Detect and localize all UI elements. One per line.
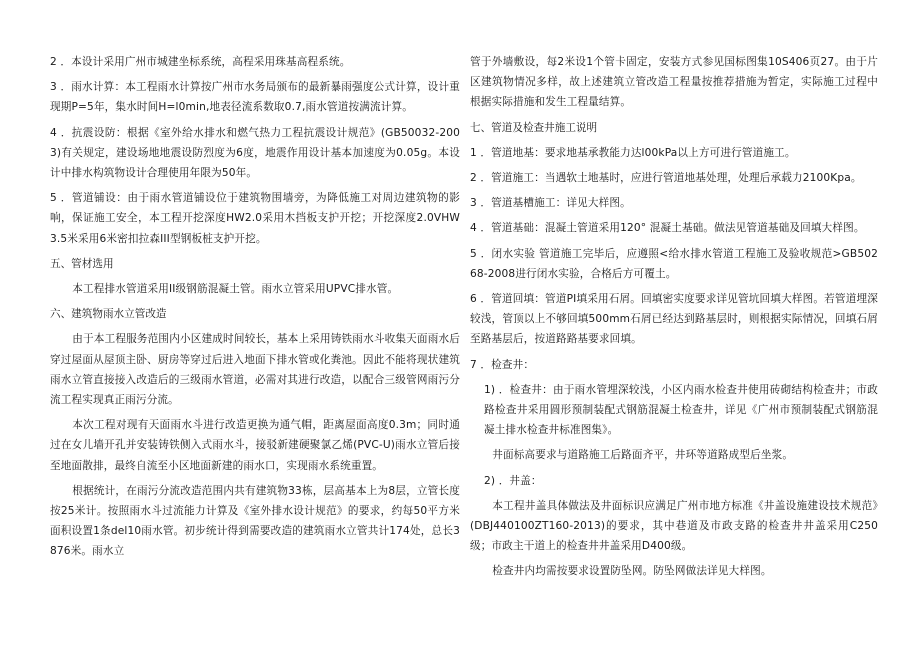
paragraph: 根据统计，在雨污分流改造范围内共有建筑物33栋，层高基本上为8层，立管长度按25米计。按照雨水斗过流能力计算及《室外排水设计规范》的要求，约每50平方米面积设置1条del10雨水管。初步统计得到需要改造的建筑雨水立管共计174处，总长3876米。雨水立	[50, 484, 460, 558]
numbered-clause: 3 ．管道基槽施工：详见大样图。	[470, 197, 631, 210]
numbered-clause: 5 ．管道铺设：由于雨水管道铺设位于建筑物围墙旁，为降低施工对周边建筑物的影响，保证施工安全，本工程开挖深度HW2.0采用木挡板支护开挖；开挖深度2.0VHW3.5米采用6米密扣拉森III型钢板桩支护开挖。	[50, 192, 460, 245]
paragraph: 井面标高要求与道路施工后路面齐平，井环等道路成型后坐浆。	[492, 449, 794, 462]
paragraph: 本工程井盖具体做法及井面标识应满足广州市地方标准《井盖设施建设技术规范》(DBJ440100ZT160-2013)的要求，其中巷道及市政支路的检查井井盖采用C250级；市政主干道上的检查井井盖采用D400级。	[470, 499, 878, 553]
numbered-clause: 1 ．管道地基：要求地基承教能力达l00kPa以上方可进行管道施工。	[470, 146, 796, 159]
paragraph: 由于本工程服务范围内小区建成时间较长，基本上采用铸铁雨水斗收集天面雨水后穿过屋面从屋顶主卧、厨房等穿过后进入地面下排水管或化粪池。因此不能将现状建筑雨水立管直接接入改造后的三级雨水管道，必需对其进行改造，以配合三级管网雨污分流工程实现真正雨污分流。	[50, 333, 460, 407]
left-column	[50, 52, 460, 567]
numbered-clause: 7 ．检查井：	[470, 358, 535, 371]
paragraph: 本次工程对现有天面雨水斗进行改造更换为通气帽，距离屋面高度0.3m；同时通过在女儿墙开孔并安装铸铁侧入式雨水斗，接驳新建硬聚氯乙烯(PVC-U)雨水立管后接至地面散排，最终自流至小区地面新建的雨水口，实现雨水系统重置。	[50, 419, 460, 472]
numbered-clause: 4 ．抗震设防：根据《室外给水排水和燃气热力工程抗震设计规范》(GB50032-2003)有关规定，建设场地地震设防烈度为6度，地震作用设计基本加速度为0.05g。本设计中排水构筑物设计合理使用年限为50年。	[50, 126, 460, 180]
sub-clause: 1) ．检查井：由于雨水管埋深较浅，小区内雨水检查井使用砖砌结构检查井；市政路检查井采用圆形预制装配式钢筋混凝土检查井，详见《广州市预制装配式钢筋混凝土排水检查井标准图集》。	[484, 383, 878, 437]
section-heading: 七、管道及检查井施工说明	[470, 121, 598, 134]
sub-clause: 2) ．井盖：	[484, 474, 542, 487]
section-heading: 五、管材选用	[50, 257, 114, 270]
numbered-clause: 3 ．雨水计算：本工程雨水计算按广州市水务局颁布的最新暴雨强度公式计算，设计重现期P=5年，集水时间H=l0min,地表径流系数取0.7,雨水管道按满流计算。	[50, 81, 460, 114]
numbered-clause: 2 ．本设计采用广州市城建坐标系统，高程采用珠基高程系统。	[50, 56, 351, 68]
numbered-clause: 4 ．管道基础：混凝土管道采用120° 混凝土基础。做法见管道基础及回填大样图。	[470, 222, 865, 235]
paragraph: 本工程排水管道采用II级钢筋混凝土管。雨水立管采用UPVC排水管。	[72, 283, 399, 296]
section-heading: 六、建筑物雨水立管改造	[50, 308, 167, 321]
numbered-clause: 5 ．闭水实验 管道施工完毕后，应遵照<给水排水管道工程施工及验收规范>GB50268-2008进行闭水实验，合格后方可覆土。	[470, 247, 878, 280]
paragraph: 检查井内均需按要求设置防坠网。防坠网做法详见大样图。	[492, 565, 772, 578]
numbered-clause: 管于外墙敷设，每2米设1个管卡固定，安装方式参见国标图集10S406页27。由于片区建筑物情况多样，故上述建筑立管改造工程量按推荐措施为暂定，实际施工过程中根据实际措施和发生工程量结算。	[470, 56, 878, 109]
numbered-clause: 6 ．管道回填：管道PI填采用石屑。回填密实度要求详见管坑回填大样图。若管道埋深较浅，管顶以上不够回填500mm石屑已经达到路基层时，则根据实际情况，回填石屑至路基层后，按道路路基要求回填。	[470, 293, 878, 346]
right-column	[470, 52, 878, 587]
numbered-clause: 2 ．管道施工：当遇软土地基时，应进行管道地基处理，处理后承载力2100Kpa。	[470, 172, 862, 185]
